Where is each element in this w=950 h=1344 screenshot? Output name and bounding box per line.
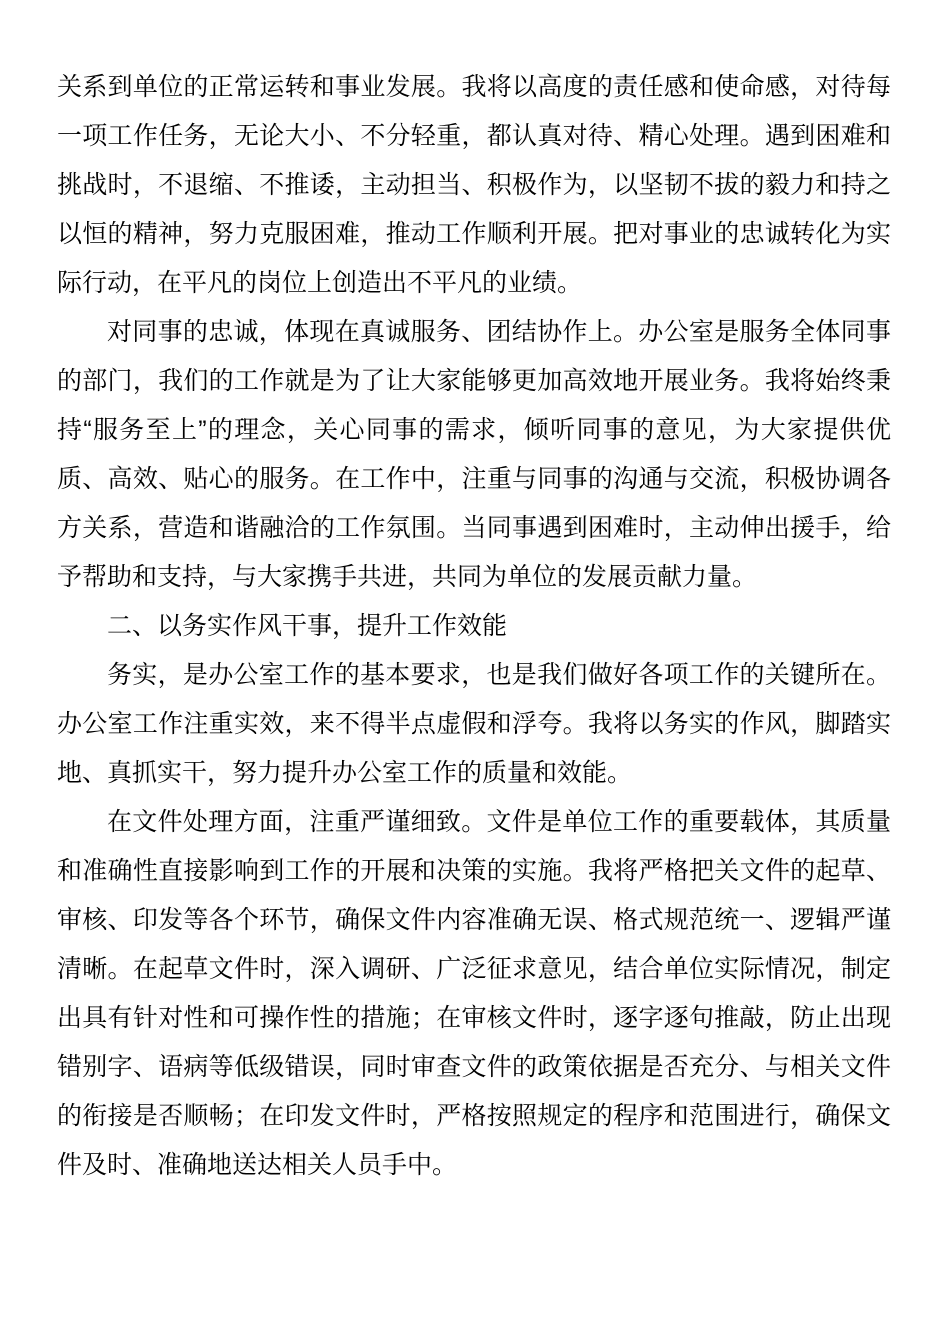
paragraph-pragmatic-style: 务实，是办公室工作的基本要求，也是我们做好各项工作的关键所在。办公室工作注重实效，来不得半点虚假和浮夸。我将以务实的作风，脚踏实地、真抓实干，努力提升办公室工作的质量和效能。 — [57, 661, 891, 787]
paragraph-document-handling: 在文件处理方面，注重严谨细致。文件是单位工作的重要载体，其质量和准确性直接影响到工作的开展和决策的实施。我将严格把关文件的起草、审核、印发等各个环节，确保文件内容准确无误、格式规范统一、逻辑严谨清晰。在起草文件时，深入调研、广泛征求意见，结合单位实际情况，制定出具有针对性和可操作性的措施；在审核文件时，逐字逐句推敲，防止出现错别字、语病等低级错误，同时审查文件的政策依据是否充分、与相关文件的衔接是否顺畅；在印发文件时，严格按照规定的程序和范围进行，确保文件及时、准确地送达相关人员手中。 — [57, 808, 891, 1179]
paragraph-continuation: 关系到单位的正常运转和事业发展。我将以高度的责任感和使命感，对待每一项工作任务，无论大小、不分轻重，都认真对待、精心处理。遇到困难和挑战时，不退缩、不推诿，主动担当、积极作为，以坚韧不拔的毅力和持之以恒的精神，努力克服困难，推动工作顺利开展。把对事业的忠诚转化为实际行动，在平凡的岗位上创造出不平凡的业绩。 — [57, 73, 891, 297]
paragraph-colleague-loyalty: 对同事的忠诚，体现在真诚服务、团结协作上。办公室是服务全体同事的部门，我们的工作就是为了让大家能够更加高效地开展业务。我将始终秉持“服务至上”的理念，关心同事的需求，倾听同事的意见，为大家提供优质、高效、贴心的服务。在工作中，注重与同事的沟通与交流，积极协调各方关系，营造和谐融洽的工作氛围。当同事遇到困难时，主动伸出援手，给予帮助和支持，与大家携手共进，共同为单位的发展贡献力量。 — [57, 318, 891, 591]
section-heading: 二、以务实作风干事，提升工作效能 — [107, 612, 508, 640]
